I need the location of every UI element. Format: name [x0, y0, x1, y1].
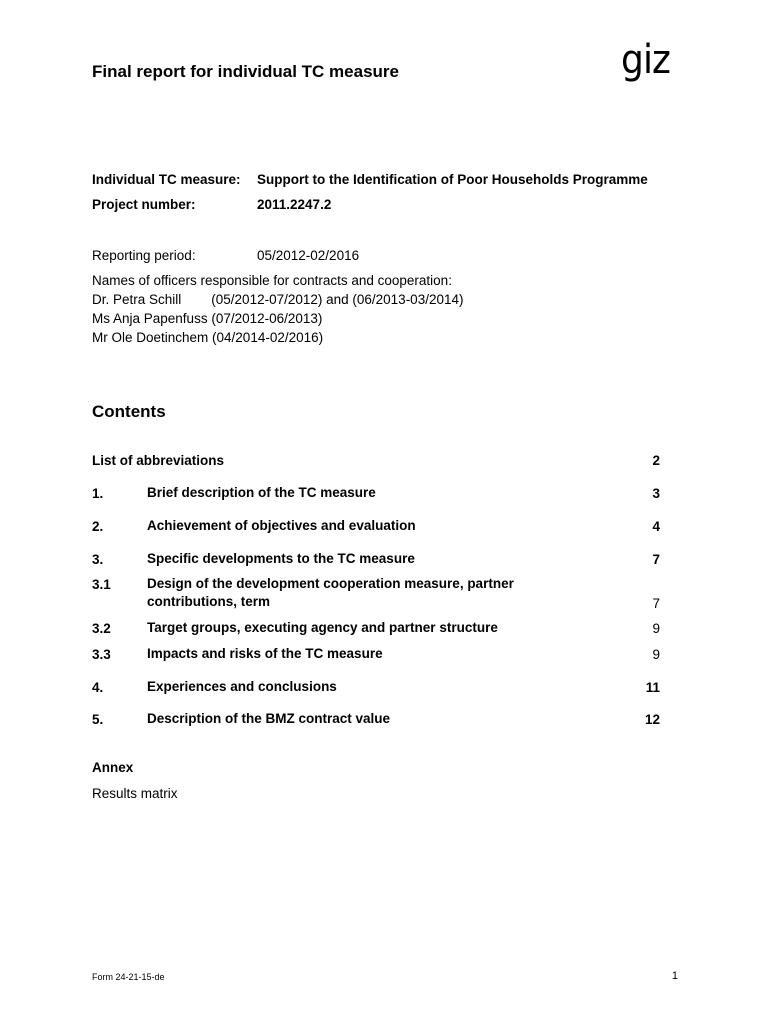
form-number: Form 24-21-15-de: [92, 972, 165, 982]
toc-item-page: 9: [652, 621, 660, 636]
annex-item: Results matrix: [92, 786, 178, 801]
toc-item-title: Description of the BMZ contract value: [147, 711, 391, 726]
toc-item-number: 4.: [92, 680, 104, 695]
project-label: Project number:: [92, 197, 196, 212]
measure-value: Support to the Identification of Poor Households Programme: [257, 172, 648, 187]
toc-item-number: 1.: [92, 486, 104, 501]
toc-item-page: 9: [652, 647, 660, 662]
toc-item-number: 3.2: [92, 621, 111, 636]
toc-item-title: Target groups, executing agency and partner structure: [147, 620, 498, 635]
page-title: Final report for individual TC measure: [92, 62, 399, 81]
contents-heading: Contents: [92, 402, 166, 421]
toc-item-number: 3.3: [92, 647, 111, 662]
officer-line: Mr Ole Doetinchem (04/2014-02/2016): [92, 330, 324, 345]
toc-abbrev-label: List of abbreviations: [92, 453, 225, 468]
toc-item-title: Impacts and risks of the TC measure: [147, 646, 383, 661]
toc-item-title: Design of the development cooperation measure, partner contributions, term: [147, 576, 514, 609]
measure-label: Individual TC measure:: [92, 172, 241, 187]
period-label: Reporting period:: [92, 248, 196, 263]
toc-item-number: 3.1: [92, 577, 111, 592]
page-number: 1: [671, 970, 678, 982]
toc-item-page: 3: [652, 486, 660, 501]
officers-heading: Names of officers responsible for contracts and cooperation:: [92, 273, 452, 288]
toc-item-page: 11: [645, 680, 660, 695]
period-value: 05/2012-02/2016: [257, 248, 360, 263]
toc-item-number: 2.: [92, 519, 104, 534]
toc-item-title: Brief description of the TC measure: [147, 485, 376, 500]
officer-line: Ms Anja Papenfuss (07/2012-06/2013): [92, 311, 323, 326]
officer-line: Dr. Petra Schill (05/2012-07/2012) and (06/2013-03/2014): [92, 292, 464, 307]
toc-item-page: 12: [644, 712, 660, 727]
toc-item-number: 5.: [92, 712, 104, 727]
toc-item-title: Achievement of objectives and evaluation: [147, 518, 416, 533]
annex-heading: Annex: [92, 760, 134, 775]
toc-item-page: 7: [652, 552, 660, 567]
toc-abbrev-page: 2: [652, 453, 660, 468]
giz-logo: giz: [621, 37, 671, 83]
toc-item-title: Specific developments to the TC measure: [147, 551, 415, 566]
toc-item-number: 3.: [92, 552, 104, 567]
toc-item-page: 4: [652, 519, 660, 534]
project-value: 2011.2247.2: [257, 197, 332, 212]
toc-item-title: Experiences and conclusions: [147, 679, 337, 694]
toc-item-page: 7: [652, 596, 660, 611]
